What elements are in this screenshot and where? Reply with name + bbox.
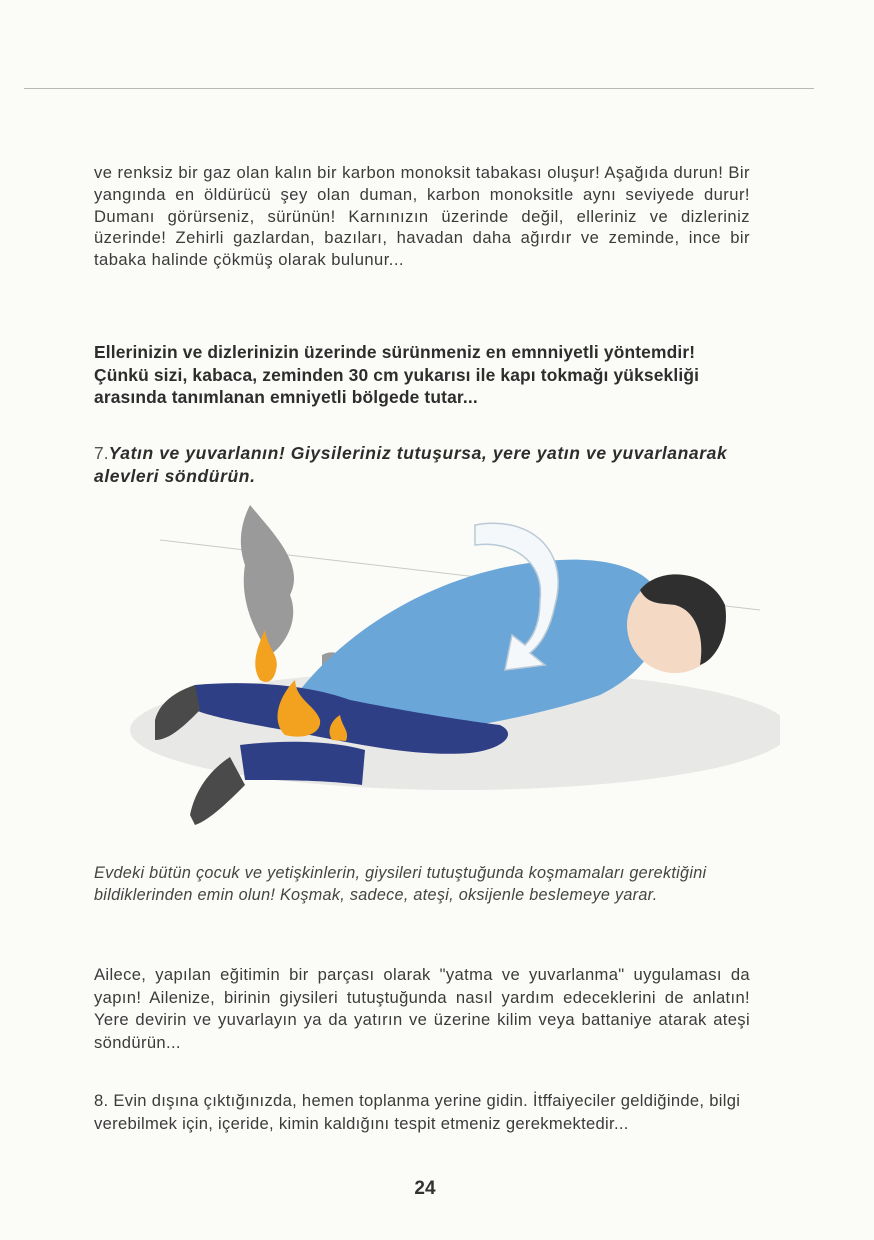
- smoke-cloud-upper: [241, 505, 294, 655]
- header-rule: [24, 88, 814, 89]
- page-number: 24: [414, 1178, 436, 1199]
- paragraph-carbon-monoxide: ve renksiz bir gaz olan kalın bir karbon monoksit tabakası oluşur! Aşağıda durun! Bir yangında en öldürücü şey olan duman, karbon monoksitle aynı seviyede durur! Dumanı görürseniz, sürünün! Karnınızın üzerinde değil, elleriniz ve dizleriniz üzerinde! Zehirli gazlardan, bazıları, havadan daha ağırdır ve zeminde, ince bir tabaka halinde çökmüş olarak bulunur...: [94, 163, 750, 270]
- paragraph-crawl-safety: Ellerinizin ve dizlerinizin üzerinde sürünmeniz en emnniyetli yöntemdir! Çünkü sizi, kabaca, zeminden 30 cm yukarısı ile kapı tokmağı yüksekliği arasında tanımlanan emniyetli bölgede tutar...: [94, 342, 700, 407]
- paragraph-family-practice: Ailece, yapılan eğitimin bir parçası olarak "yatma ve yuvarlanma" uygulaması da yapın! Ailenize, birinin giysileri tutuştuğunda nasıl yardım edeceklerini de anlatın! Yere devirin ve yuvarlayın ya da yatırın ve üzerine kilim veya battaniye atarak ateşi söndürün...: [94, 965, 750, 1052]
- item-7-number: 7.: [94, 443, 109, 463]
- item-7-text: Yatın ve yuvarlanın! Giysileriniz tutuşursa, yere yatın ve yuvarlanarak alevleri söndürün.: [94, 443, 728, 486]
- stop-drop-roll-illustration: [100, 495, 780, 845]
- paragraph-item-8: 8. Evin dışına çıktığınızda, hemen toplanma yerine gidin. İtffaiyeciler geldiğinde, bilgi verebilmek için, içeride, kimin kaldığını tespit etmeniz gerekmektedir...: [94, 1091, 741, 1133]
- item-7: [94, 442, 750, 487]
- pants-lower-leg: [240, 742, 365, 785]
- illustration-caption: Evdeki bütün çocuk ve yetişkinlerin, giysileri tutuştuğunda koşmamaları gerektiğini bildiklerinden emin olun! Koşmak, sadece, ateşi, oksijenle beslemeye yarar.: [94, 864, 707, 904]
